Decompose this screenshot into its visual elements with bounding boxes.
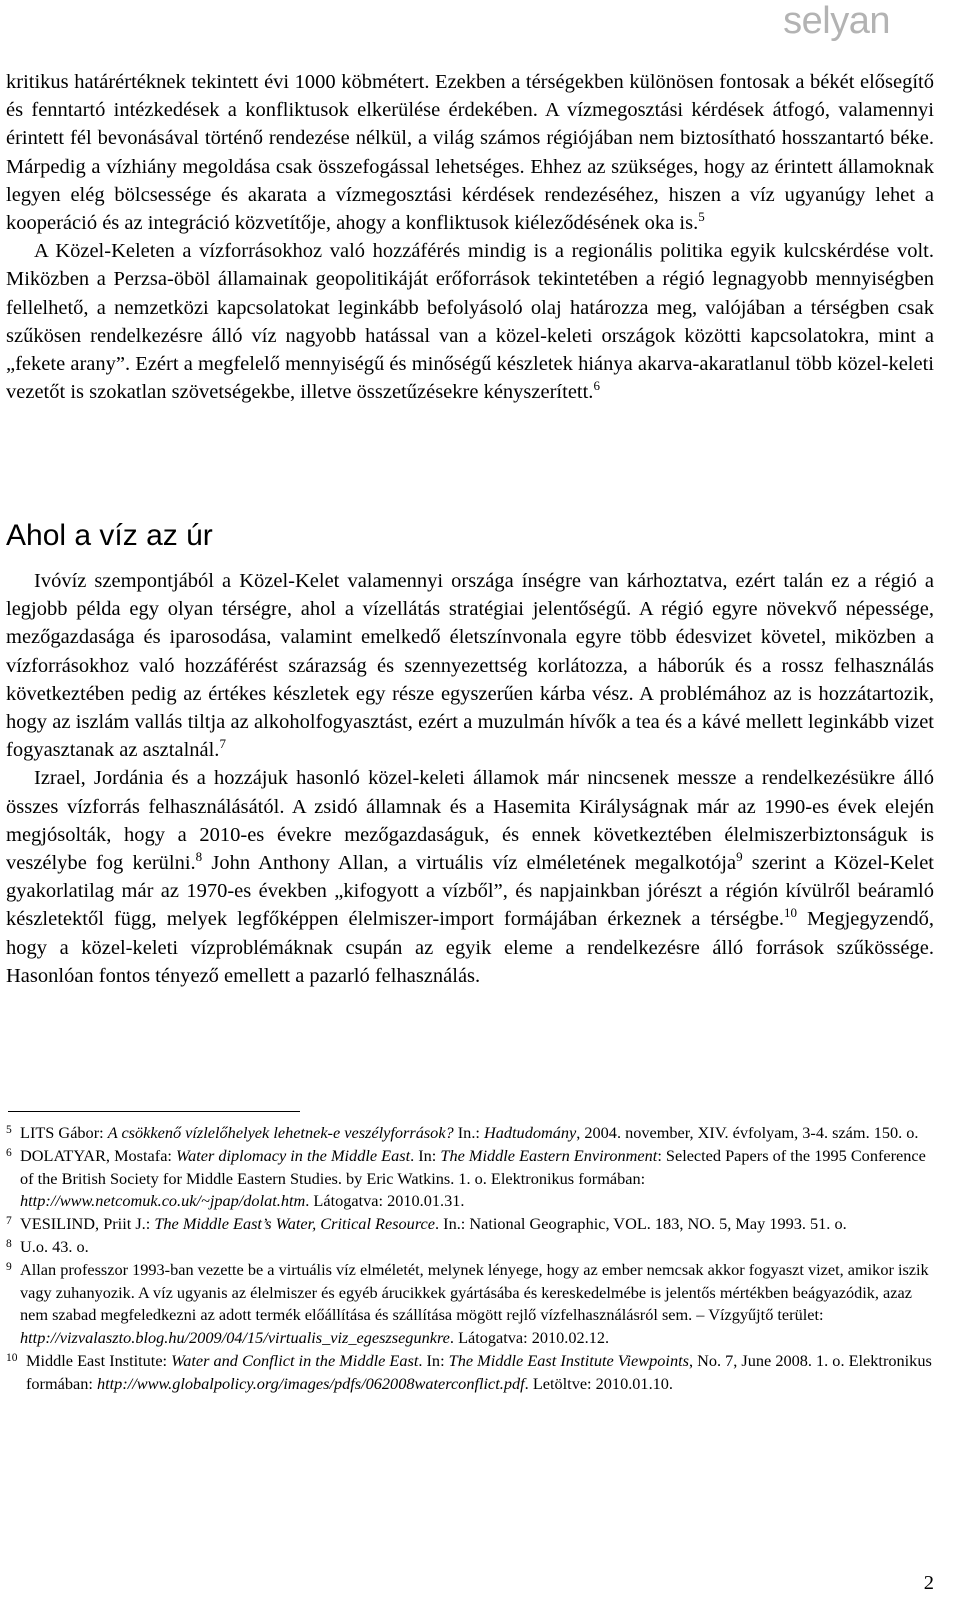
body-text-top <box>6 68 934 406</box>
footnote-6: 6 DOLATYAR, Mostafa: Water diplomacy in the Middle East. In: The Middle Eastern Environment: Selected Papers of the 1995 Conference of the British Society for Middle Eastern Studies. by Eric Watkins. 1. o. Elektronikus formában: http://www.netcomuk.co.uk/~jpap/dolat.htm. Látogatva: 2010.01.31. <box>6 1145 926 1211</box>
footnote-9-link[interactable]: http://vizvalaszto.blog.hu/2009/04/15/virtualis_viz_egeszsegunkre <box>20 1328 450 1348</box>
footnote-ref-8[interactable]: 8 <box>195 849 203 865</box>
paragraph-1: kritikus határértéknek tekintett évi 1000 köbmétert. Ezekben a térségekben különösen fontosak a békét elősegítő és fenntartó intézkedések a konfliktusok elkerülése érdekében. A vízmegosztási kérdések átfogó, valamennyi érintett fél bevonásával történő rendezése nélkül, a világ számos régiójában nem biztosítható hosszantartó béke. Márpedig a vízhiány megoldása csak összefogással lehetséges. Ehhez az szükséges, hogy az érintett államoknak legyen elég bölcsessége és akarata a vízmegosztási kérdések rendezéséhez, hiszen a víz ugyanúgy lehet a kooperáció és az integráció közvetítője, ahogy a konfliktusok kiéleződésének oka is.$^5$ <box>6 71 934 235</box>
footnote-7: 7 VESILIND, Priit J.: The Middle East’s Water, Critical Resource. In.: National Geographic, VOL. 183, NO. 5, May 1993. 51. o. <box>6 1214 847 1234</box>
body-text-section <box>6 567 934 990</box>
paragraph-4: Izrael, Jordánia és a hozzájuk hasonló közel-keleti államok már nincsenek messze a rendelkezésükre álló összes vízforrás felhasználásától. A zsidó államnak és a Hasemita Királyságnak már az 1990-es évek elején megjósolták, hogy a 2010-es évekre mezőgazdaságuk, és ennek következtében élelmiszerbiztonságuk is veszélybe fog kerülni.$^8$ John Anthony Allan, a virtuális víz elméletének megalkotója$^9$ szerint a Közel-Kelet gyakorlatilag már az 1970-es években „kifogyott a vízből”, és napjainkban jórészt a régión kívülről beáramló készletektől függ, melyek legfőképpen élelmiszer-import formájában érkeznek a térségbe.$^{10}$ Megjegyzendő, hogy a közel-keleti vízproblémáknak csupán az egyik eleme a rendelkezésre álló források szűkössége. Hasonlóan fontos tényező emellett a pazarló felhasználás. <box>6 767 934 987</box>
footnote-8: 8 U.o. 43. o. <box>6 1236 89 1256</box>
footnote-ref-10[interactable]: 10 <box>783 905 797 921</box>
footnotes <box>6 1122 934 1396</box>
footnote-5: 5 LITS Gábor: A csökkenő vízlelőhelyek lehetnek-e veszélyforrások? In.: Hadtudomány, 2004. november, XIV. évfolyam, 3-4. szám. 150. o. <box>6 1123 919 1142</box>
selyan-logo: selyan <box>783 0 890 42</box>
section-heading: Ahol a víz az úr <box>6 519 213 552</box>
footnote-ref-5[interactable]: 5 <box>698 209 705 225</box>
footnote-ref-9[interactable]: 9 <box>736 849 743 865</box>
footnote-ref-7[interactable]: 7 <box>219 736 226 752</box>
page-number: 2 <box>923 1572 934 1594</box>
footnote-10: 10 Middle East Institute: Water and Conflict in the Middle East. In: The Middle East Institute Viewpoints, No. 7, June 2008. 1. o. Elektronikus formában: http://www.globalpolicy.org/images/pdfs/062008waterconflict.pdf. Letöltve: 2010.01.10. <box>6 1350 932 1393</box>
footnote-ref-6[interactable]: 6 <box>593 378 600 394</box>
paragraph-2: A Közel-Keleten a vízforrásokhoz való hozzáférés mindig is a regionális politika egyik kulcskérdése volt. Miközben a Perzsa-öböl államainak geopolitikáját erőforrások tekintetében a régió legnagyobb mennyiségben fellelhető, a nemzetközi kapcsolatokat leginkább befolyásoló olaj határozza meg, valójában a térségben csak szűkösen rendelkezésre álló víz nagyobb hatással van a közel-keleti országok közötti kapcsolatokra, mint a „fekete arany”. Ezért a megfelelő mennyiségű és minőségű készletek hiánya akarva-akaratlanul több közel-keleti vezetőt is szokatlan szövetségekbe, illetve összetűzésekre kényszerített.$^6$ <box>6 240 934 404</box>
paragraph-3: Ivóvíz szempontjából a Közel-Kelet valamennyi országa ínségre van kárhoztatva, ezért talán ez a régió a legjobb példa egy olyan térségre, ahol a vízellátás stratégiai jelentőségű. A régió egyre növekvő népessége, mezőgazdasága és iparosodása, valamint emelkedő életszínvonala egyre több édesvizet követel, miközben a vízforrásokhoz való hozzáférést szárazság és szennyezettség korlátozza, a háborúk és a rossz felhasználás következtében pedig az értékes készletek egy része egyszerűen kárba vész. A problémához az is hozzátartozik, hogy az iszlám vallás tiltja az alkoholfogyasztást, ezért a muzulmán hívők a tea és a kávé mellett leginkább vizet fogyasztanak az asztalnál.$^7$ <box>6 570 934 762</box>
footnote-6-link[interactable]: http://www.netcomuk.co.uk/~jpap/dolat.htm <box>20 1191 306 1211</box>
footnote-10-link[interactable]: http://www.globalpolicy.org/images/pdfs/062008waterconflict.pdf <box>96 1373 525 1393</box>
footnote-divider <box>8 1111 300 1112</box>
footnote-9: 9 Allan professzor 1993-ban vezette be a virtuális víz elméletét, melynek lényege, hogy az ember nemcsak akkor fogyaszt vizet, amikor iszik vagy zuhanyozik. A víz ugyanis az élelmiszer és egyéb árucikkek gyártásába és kereskedelmébe is jelentős mértékben beágyazódik, azaz nem szabad megfeledkezni az adott termék előállítása és szállítása mögött rejlő vízfelhasználásról sem. – Vízgyűjtő terület: http://vizvalaszto.blog.hu/2009/04/15/virtualis_viz_egeszsegunkre. Látogatva: 2010.02.12. <box>6 1259 929 1348</box>
